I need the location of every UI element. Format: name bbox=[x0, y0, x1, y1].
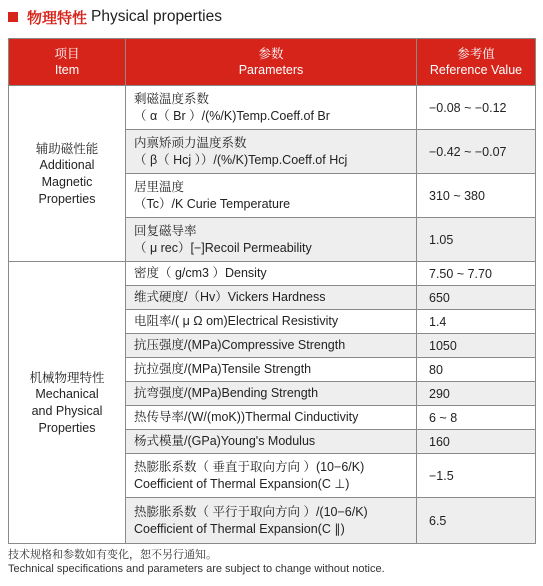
group-magnetic: 辅助磁性能 Additional Magnetic Properties bbox=[9, 86, 126, 262]
param-cell: 居里温度 （Tc）/K Curie Temperature bbox=[126, 174, 417, 218]
footnote-chinese: 技术规格和参数如有变化，恕不另行通知。 bbox=[8, 548, 217, 561]
value-cell: 6.5 bbox=[417, 498, 536, 544]
value-cell: 160 bbox=[417, 430, 536, 454]
value-cell: −0.42 ~ −0.07 bbox=[417, 130, 536, 174]
header-parameters: 参数 Parameters bbox=[126, 39, 417, 86]
table-header-row bbox=[9, 39, 536, 86]
title-english: Physical properties bbox=[91, 8, 222, 25]
table-row bbox=[9, 262, 536, 286]
group-mechanical: 机械物理特性 Mechanical and Physical Properties bbox=[9, 262, 126, 544]
value-cell: 650 bbox=[417, 286, 536, 310]
value-cell: 80 bbox=[417, 358, 536, 382]
param-cell: 回复磁导率 （ μ rec）[−]Recoil Permeability bbox=[126, 218, 417, 262]
footnote bbox=[8, 548, 385, 576]
param-cell: 维式硬度/（Hv）Vickers Hardness bbox=[126, 286, 417, 310]
value-cell: 6 ~ 8 bbox=[417, 406, 536, 430]
header-reference-value: 参考值 Reference Value bbox=[417, 39, 536, 86]
value-cell: −1.5 bbox=[417, 454, 536, 498]
param-cell: 抗弯强度/(MPa)Bending Strength bbox=[126, 382, 417, 406]
param-cell: 热膨胀系数（ 平行于取向方向 ）/(10−6/K) Coefficient of Thermal Expansion(C ∥) bbox=[126, 498, 417, 544]
param-cell: 密度（ g/cm3 ）Density bbox=[126, 262, 417, 286]
param-cell: 抗拉强度/(MPa)Tensile Strength bbox=[126, 358, 417, 382]
value-cell: 1.05 bbox=[417, 218, 536, 262]
footnote-english: Technical specifications and parameters are subject to change without notice. bbox=[8, 563, 385, 575]
param-cell: 剩磁温度系数 （ α（ Br ）/(%/K)Temp.Coeff.of Br bbox=[126, 86, 417, 130]
value-cell: 310 ~ 380 bbox=[417, 174, 536, 218]
value-cell: 1.4 bbox=[417, 310, 536, 334]
param-cell: 电阻率/( μ Ω om)Electrical Resistivity bbox=[126, 310, 417, 334]
properties-table bbox=[8, 38, 536, 544]
param-cell: 热膨胀系数（ 垂直于取向方向 ）(10−6/K) Coefficient of Thermal Expansion(C ⊥) bbox=[126, 454, 417, 498]
red-square-icon bbox=[8, 12, 18, 22]
table-row bbox=[9, 86, 536, 130]
section-title bbox=[8, 6, 222, 28]
param-cell: 抗压强度/(MPa)Compressive Strength bbox=[126, 334, 417, 358]
value-cell: 1050 bbox=[417, 334, 536, 358]
title-chinese: 物理特性 bbox=[27, 8, 88, 27]
param-cell: 热传导率/(W/(moK))Thermal Cinductivity bbox=[126, 406, 417, 430]
value-cell: 290 bbox=[417, 382, 536, 406]
value-cell: −0.08 ~ −0.12 bbox=[417, 86, 536, 130]
param-cell: 杨式模量/(GPa)Young's Modulus bbox=[126, 430, 417, 454]
value-cell: 7.50 ~ 7.70 bbox=[417, 262, 536, 286]
param-cell: 内禀矫顽力温度系数 （ β（ Hcj ））/(%/K)Temp.Coeff.of Hcj bbox=[126, 130, 417, 174]
header-item: 项目 Item bbox=[9, 39, 126, 86]
